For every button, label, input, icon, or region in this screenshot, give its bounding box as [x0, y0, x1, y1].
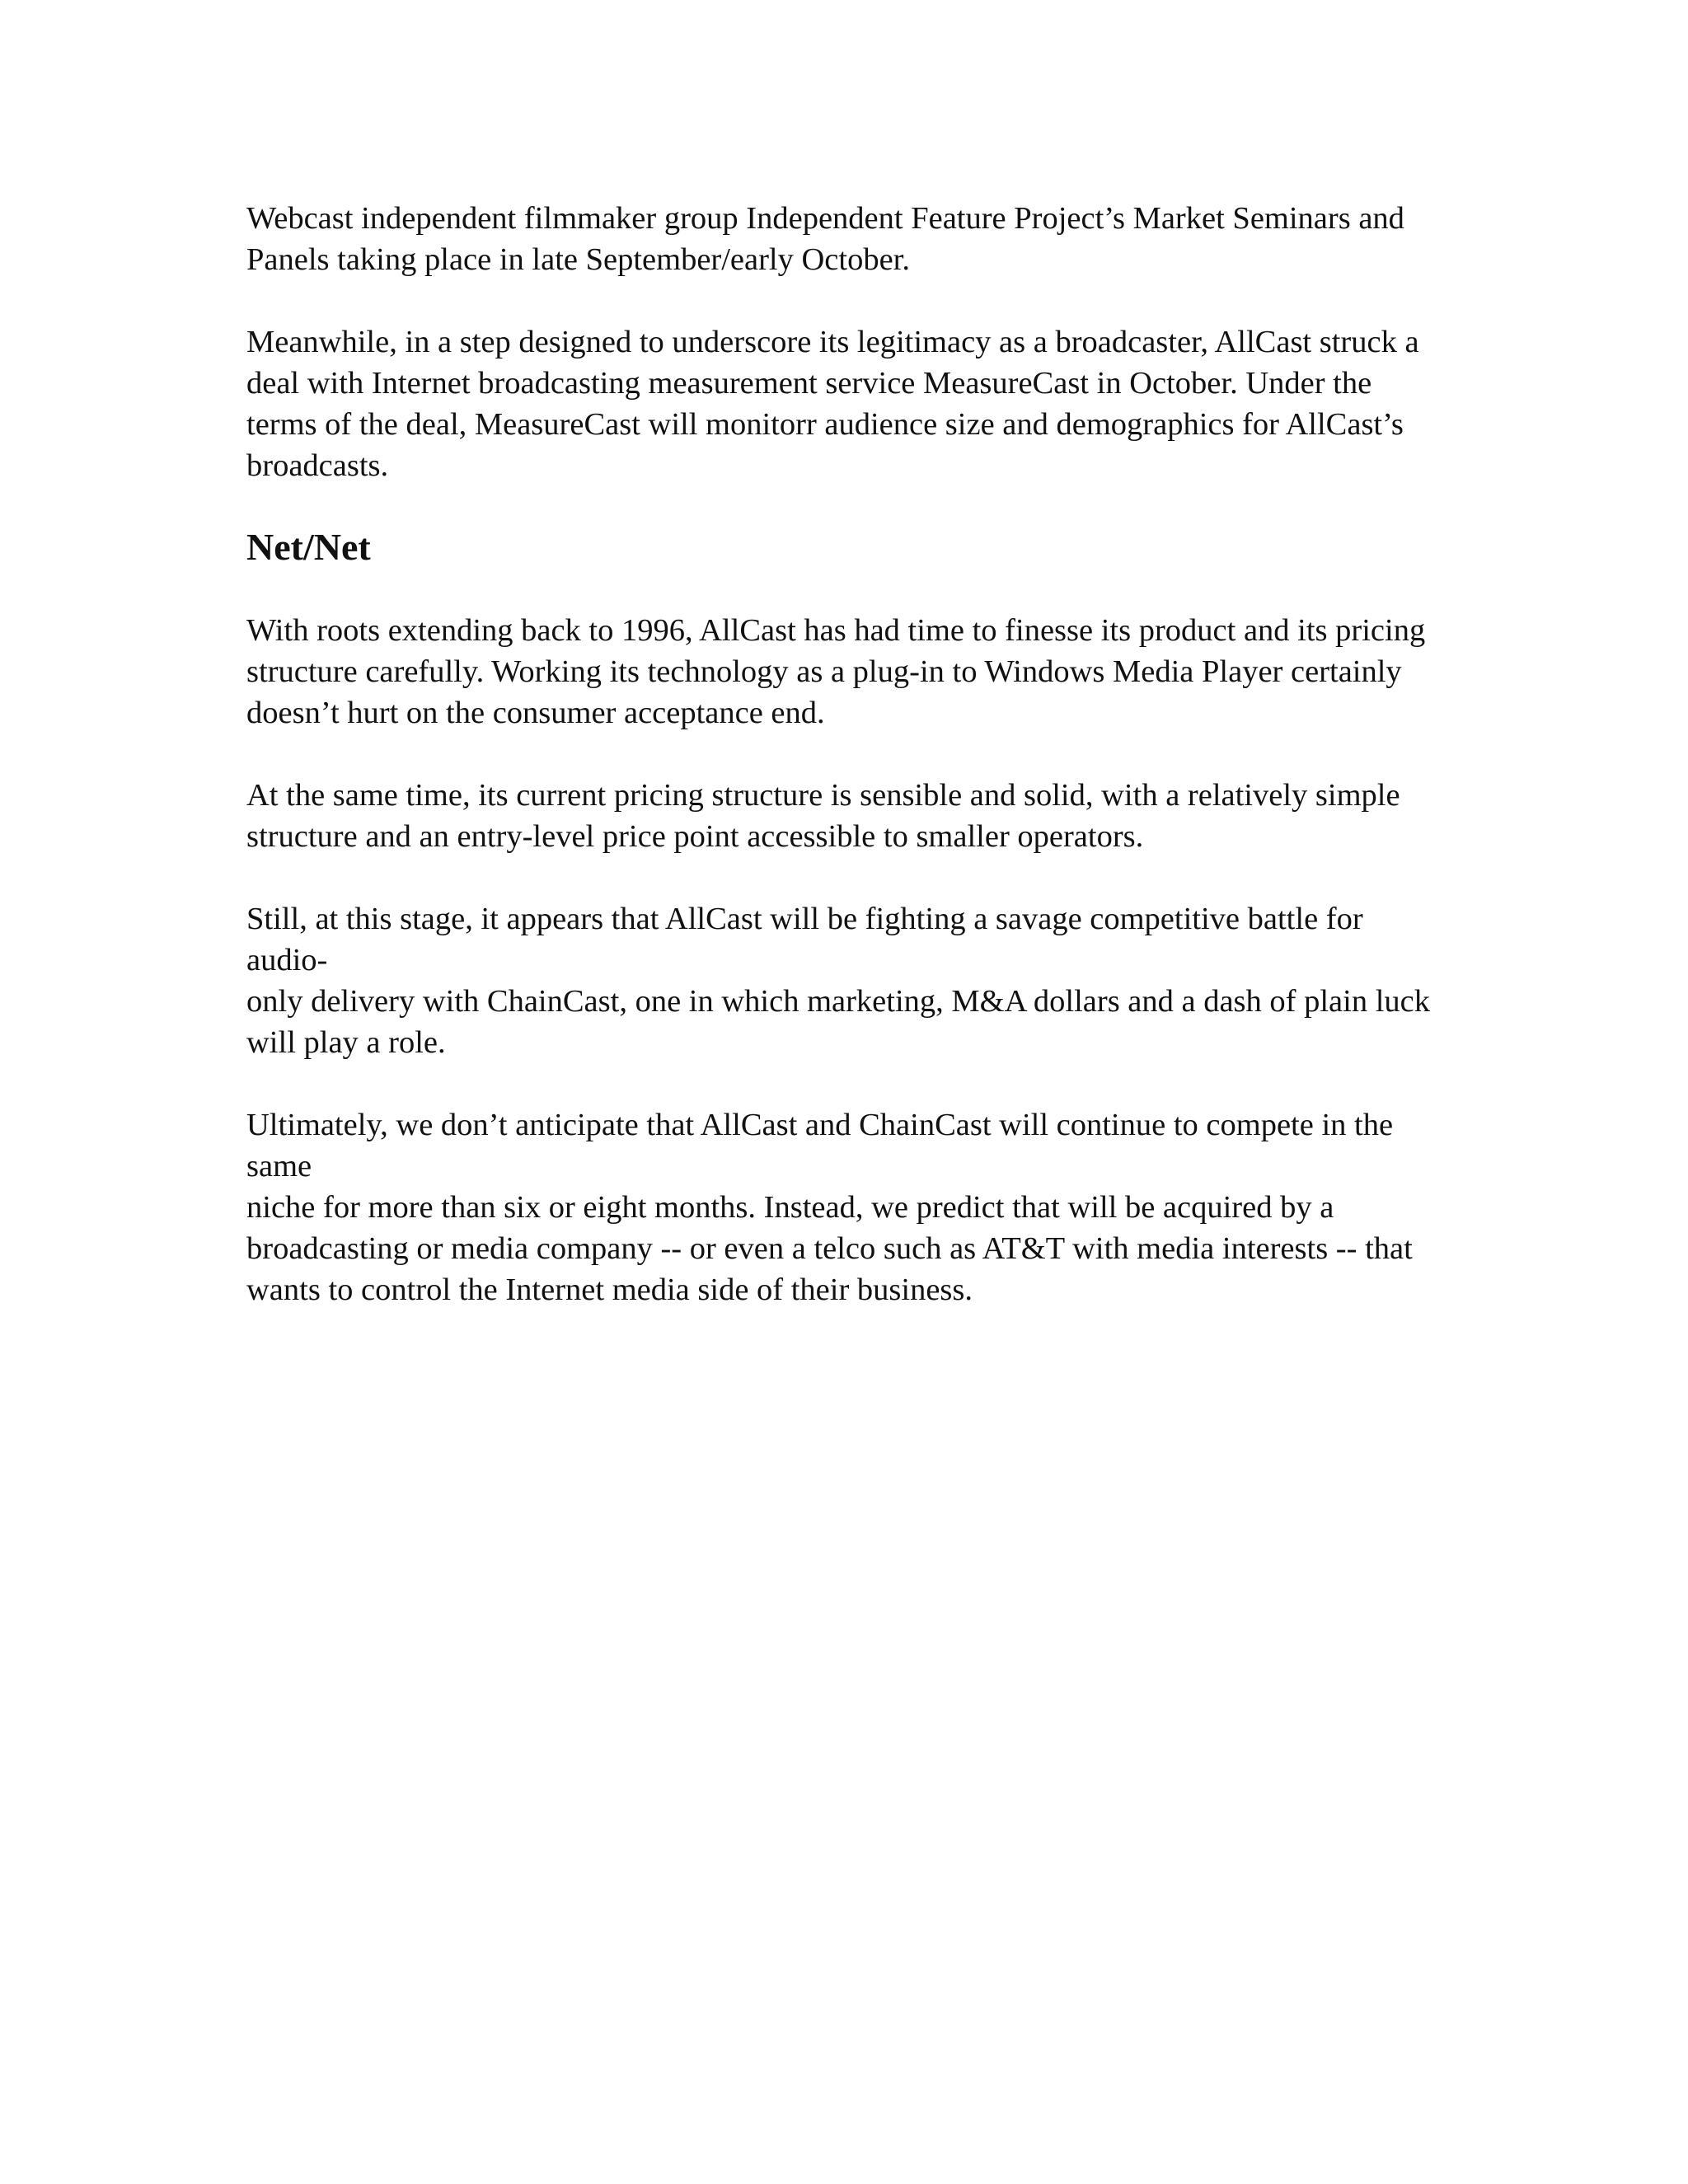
paragraph-spacer — [246, 733, 1450, 775]
paragraph-acquisition-prediction: Ultimately, we don’t anticipate that AllCast and ChainCast will continue to compete in the same niche for more than six or eight months. Instead, we predict that will be acquired by a broadcasting or media company -- or even a telco such as AT&T with media interests -- that wants to control the Internet media side of their business. — [246, 1108, 1413, 1307]
paragraph-spacer — [246, 1063, 1450, 1104]
heading-spacer — [246, 486, 1450, 523]
paragraph-spacer — [246, 280, 1450, 321]
paragraph-roots-1996: With roots extending back to 1996, AllCast has had time to finesse its product and its pricing structure carefully. Working its technology as a plug-in to Windows Media Player certainly doesn’t hurt on the consumer acceptance end. — [246, 613, 1426, 730]
document-body — [246, 198, 1450, 1310]
paragraph-measurecast-deal: Meanwhile, in a step designed to underscore its legitimacy as a broadcaster, AllCast struck a deal with Internet broadcasting measurement service MeasureCast in October. Under the terms of the deal, MeasureCast will monitorr audience size and demographics for AllCast’s broadcasts. — [246, 325, 1419, 483]
paragraph-spacer — [246, 857, 1450, 898]
paragraph-pricing-structure: At the same time, its current pricing structure is sensible and solid, with a relatively simple structure and an entry-level price point accessible to smaller operators. — [246, 778, 1400, 854]
heading-spacer — [246, 572, 1450, 610]
paragraph-competitive-battle: Still, at this stage, it appears that AllCast will be fighting a savage competitive battle for audio- only delivery with ChainCast, one in which marketing, M&A dollars and a dash of plain luck will play a role. — [246, 902, 1431, 1060]
paragraph-webcast-ifp: Webcast independent filmmaker group Independent Feature Project’s Market Seminars and Panels taking place in late September/early October. — [246, 201, 1404, 277]
section-heading-net-net: Net/Net — [246, 526, 371, 568]
